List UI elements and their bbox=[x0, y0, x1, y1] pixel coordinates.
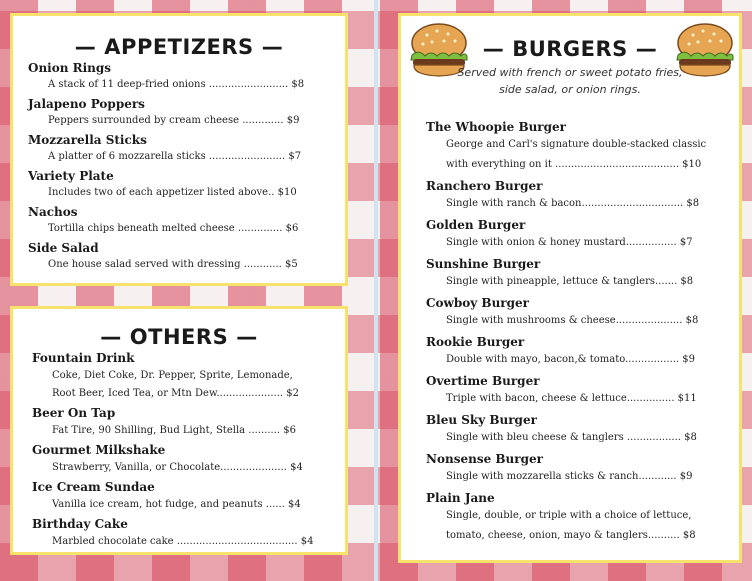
menu-fold bbox=[374, 0, 378, 581]
burgers-panel bbox=[398, 13, 742, 563]
burgers-subtitle bbox=[401, 64, 739, 98]
menu-item-name: Beer On Tap bbox=[32, 406, 116, 420]
menu-item-description: Coke, Diet Coke, Dr. Pepper, Sprite, Lemonade, bbox=[52, 370, 293, 381]
menu-item-name: Side Salad bbox=[28, 241, 99, 255]
menu-item-description: Root Beer, Iced Tea, or Mtn Dew..................... $2 bbox=[52, 388, 299, 399]
menu-item-description: Single with onion & honey mustard................ $7 bbox=[446, 237, 693, 248]
menu-item-description: George and Carl's signature double-stacked classic bbox=[446, 139, 707, 150]
menu-item-name: Ice Cream Sundae bbox=[32, 480, 155, 494]
menu-item-description: Triple with bacon, cheese & lettuce............... $11 bbox=[446, 393, 697, 404]
menu-item-description: Marbled chocolate cake ...................................... $4 bbox=[52, 536, 314, 547]
menu-item-name: Gourmet Milkshake bbox=[32, 443, 166, 457]
menu-item-name: Ranchero Burger bbox=[426, 179, 543, 193]
burgers-subtitle-line: side salad, or onion rings. bbox=[499, 83, 641, 96]
others-panel bbox=[10, 306, 348, 555]
menu-item-name: Plain Jane bbox=[426, 491, 495, 505]
menu-item-name: Onion Rings bbox=[28, 61, 112, 75]
menu-item-description: A stack of 11 deep-fried onions ......................... $8 bbox=[48, 79, 305, 90]
burgers-subtitle-line: Served with french or sweet potato fries, bbox=[457, 66, 683, 79]
others-heading: — OTHERS — bbox=[100, 325, 258, 349]
menu-item-name: Cowboy Burger bbox=[426, 296, 529, 310]
menu-item-description: Single with mozzarella sticks & ranch............ $9 bbox=[446, 471, 693, 482]
menu-item-description: Tortilla chips beneath melted cheese .............. $6 bbox=[48, 223, 299, 234]
menu-item-description: Single with mushrooms & cheese..................... $8 bbox=[446, 315, 699, 326]
menu-item-name: Rookie Burger bbox=[426, 335, 525, 349]
menu-item-description: Single with bleu cheese & tanglers ................. $8 bbox=[446, 432, 697, 443]
menu-item-name: The Whoopie Burger bbox=[426, 120, 566, 134]
menu-item-description: A platter of 6 mozzarella sticks ........................ $7 bbox=[48, 151, 302, 162]
menu-item-description: Single, double, or triple with a choice of lettuce, bbox=[446, 510, 692, 521]
menu-item-description: Double with mayo, bacon,& tomato................. $9 bbox=[446, 354, 696, 365]
menu-item-description: Fat Tire, 90 Shilling, Bud Light, Stella .......... $6 bbox=[52, 425, 296, 436]
menu-item-description: with everything on it ....................................... $10 bbox=[446, 159, 702, 170]
menu-item-name: Nachos bbox=[28, 205, 78, 219]
menu-item-name: Golden Burger bbox=[426, 218, 526, 232]
burgers-heading: — BURGERS — bbox=[482, 37, 658, 61]
menu-item-name: Fountain Drink bbox=[32, 351, 135, 365]
appetizers-panel bbox=[10, 13, 348, 286]
appetizers-heading: — APPETIZERS — bbox=[74, 35, 284, 59]
menu-item-description: Single with pineapple, lettuce & tanglers....... $8 bbox=[446, 276, 694, 287]
menu-item-name: Sunshine Burger bbox=[426, 257, 541, 271]
menu-item-description: Strawberry, Vanilla, or Chocolate..................... $4 bbox=[52, 462, 303, 473]
menu-item-description: Single with ranch & bacon................................ $8 bbox=[446, 198, 700, 209]
menu-item-name: Jalapeno Poppers bbox=[28, 97, 145, 111]
menu-item-name: Nonsense Burger bbox=[426, 452, 543, 466]
menu-item-name: Bleu Sky Burger bbox=[426, 413, 537, 427]
menu-item-description: Vanilla ice cream, hot fudge, and peanuts ...... $4 bbox=[52, 499, 301, 510]
menu-item-name: Birthday Cake bbox=[32, 517, 128, 531]
menu-item-name: Mozzarella Sticks bbox=[28, 133, 147, 147]
menu-item-description: One house salad served with dressing ............ $5 bbox=[48, 259, 298, 270]
menu-item-name: Variety Plate bbox=[28, 169, 114, 183]
menu-item-description: Includes two of each appetizer listed above.. $10 bbox=[48, 187, 297, 198]
menu-item-name: Overtime Burger bbox=[426, 374, 540, 388]
menu-item-description: tomato, cheese, onion, mayo & tanglers.......... $8 bbox=[446, 530, 696, 541]
menu-item-description: Peppers surrounded by cream cheese ............. $9 bbox=[48, 115, 300, 126]
